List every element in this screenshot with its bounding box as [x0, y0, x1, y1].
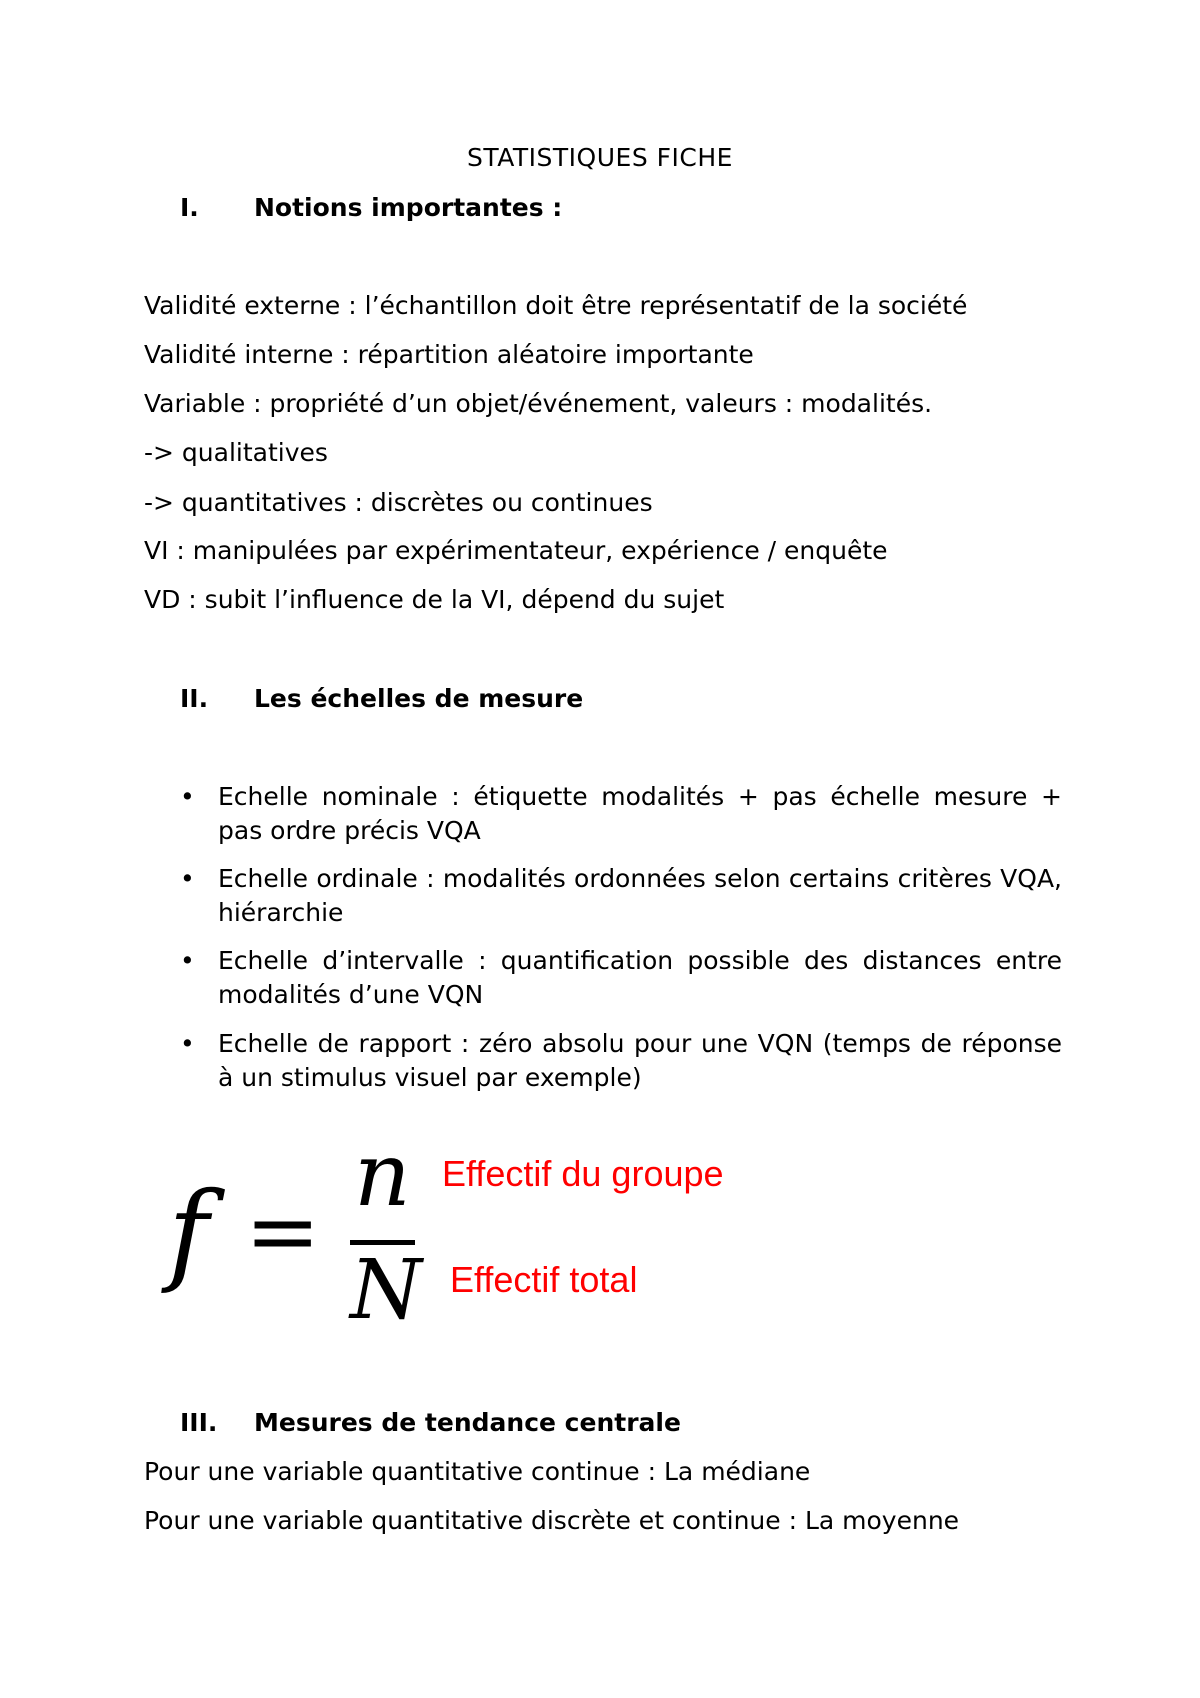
formula-equals: = [245, 1179, 321, 1284]
formula-denominator-label: Effectif total [450, 1259, 638, 1300]
bullet-icon: • [180, 946, 195, 975]
list-item [180, 862, 1062, 930]
text-line-validite-externe: Validité externe : l’échantillon doit être représentatif de la société [144, 291, 968, 320]
text-line-mediane: Pour une variable quantitative continue : La médiane [144, 1457, 811, 1486]
text-line-vd: VD : subit l’influence de la VI, dépend du sujet [144, 585, 725, 614]
section-heading-tendance [180, 1408, 681, 1437]
bullet-icon: • [180, 1029, 195, 1058]
section-title: Mesures de tendance centrale [254, 1408, 681, 1437]
text-line-variable: Variable : propriété d’un objet/événement, valeurs : modalités. [144, 389, 933, 418]
formula-lhs: f [168, 1168, 209, 1296]
list-item-text: Echelle nominale : étiquette modalités + pas échelle mesure + pas ordre précis VQA [218, 782, 1062, 845]
text-line-moyenne: Pour une variable quantitative discrète et continue : La moyenne [144, 1506, 960, 1535]
formula-numerator-label: Effectif du groupe [442, 1153, 724, 1194]
bullet-icon: • [180, 864, 195, 893]
section-number: I. [180, 193, 199, 222]
list-item-text: Echelle de rapport : zéro absolu pour une VQN (temps de réponse à un stimulus visuel par exemple) [218, 1029, 1062, 1092]
list-item [180, 1027, 1062, 1095]
formula-denominator: N [350, 1243, 422, 1338]
section-title: Les échelles de mesure [254, 684, 584, 713]
list-item-text: Echelle d’intervalle : quantification possible des distances entre modalités d’une VQN [218, 946, 1062, 1009]
list-item [180, 780, 1062, 848]
section-title: Notions importantes : [254, 193, 563, 222]
section-heading-echelles [180, 684, 583, 713]
formula-numerator: n [354, 1150, 411, 1226]
section-heading-notions [180, 193, 562, 222]
list-item [180, 944, 1062, 1012]
text-line-qualitatives: -> qualitatives [144, 438, 328, 467]
section-number: III. [180, 1408, 218, 1437]
text-line-validite-interne: Validité interne : répartition aléatoire importante [144, 340, 754, 369]
section-number: II. [180, 684, 209, 713]
document-title: STATISTIQUES FICHE [467, 143, 733, 172]
text-line-vi: VI : manipulées par expérimentateur, expérience / enquête [144, 536, 888, 565]
text-line-quantitatives: -> quantitatives : discrètes ou continues [144, 488, 653, 517]
frequency-formula [160, 1150, 780, 1350]
list-item-text: Echelle ordinale : modalités ordonnées selon certains critères VQA, hiérarchie [218, 864, 1062, 927]
bullet-icon: • [180, 782, 195, 811]
